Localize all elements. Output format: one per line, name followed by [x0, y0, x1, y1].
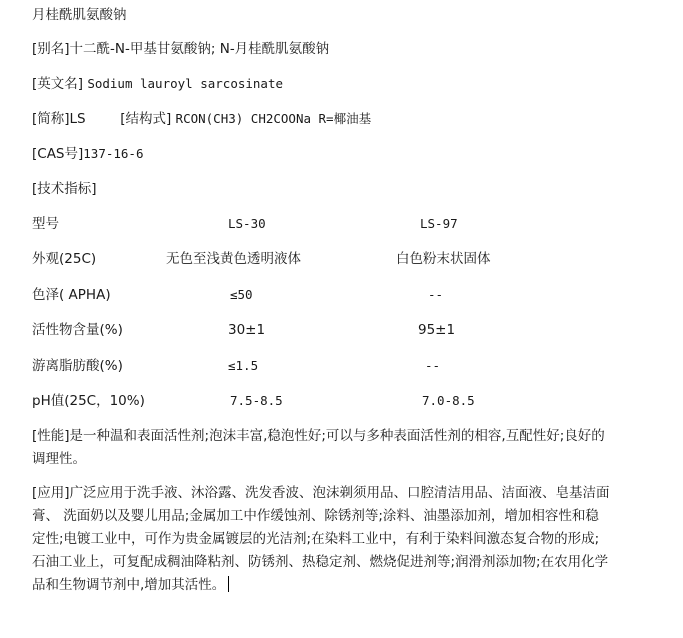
table-header-ls97: LS-97 — [420, 216, 458, 231]
page-title: 月桂酰肌氨酸钠 — [32, 7, 127, 23]
english-name-label: [英文名] — [32, 76, 88, 92]
table-cell-ls97: 7.0-8.5 — [422, 393, 475, 408]
english-name-value: Sodium lauroyl sarcosinate — [87, 76, 283, 91]
table-row-label: pH值(25C，10%) — [32, 393, 145, 409]
formula-label: [结构式] — [120, 111, 176, 127]
table-cell-ls97: -- — [425, 358, 441, 373]
table-cell-ls97: 白色粉末状固体 — [396, 251, 491, 267]
table-cell-ls30: 30±1 — [228, 322, 266, 338]
performance-paragraph: [性能]是一种温和表面活性剂;泡沫丰富,稳泡性好;可以与多种表面活性剂的相容,互配性好;良好的调理性。 — [32, 428, 605, 467]
abbr-label: [简称]LS — [32, 111, 86, 127]
table-header-ls30: LS-30 — [228, 216, 266, 231]
table-cell-ls30: 无色至浅黄色透明液体 — [166, 251, 301, 267]
spec-heading: [技术指标] — [32, 181, 97, 197]
table-row-label: 色泽( APHA) — [32, 287, 111, 303]
application-text: [应用]广泛应用于洗手液、沐浴露、洗发香波、泡沫剃须用品、口腔清洁用品、洁面液、皂基洁面膏、 洗面奶以及婴儿用品;金属加工中作缓蚀剂、除锈剂等;涂料、油墨添加剂，增加相容性和稳定性;电镀工业中，可作为贵金属镀层的光洁剂;在染料工业中，有利于染料间激态复合物的形成;石油工业上，可复配成稠油降粘剂、防锈剂、热稳定剂、燃烧促进剂等;润滑剂添加物;在农用化学品和生物调节剂中,增加其活性。 — [32, 485, 610, 593]
cas-line — [32, 145, 143, 163]
cas-value: 137-16-6 — [83, 146, 144, 161]
table-cell-ls30: ≤1.5 — [228, 358, 259, 373]
application-paragraph — [32, 482, 612, 597]
formula-value: RCON(CH3) CH2COONa R=椰油基 — [175, 111, 372, 126]
table-cell-ls97: 95±1 — [418, 322, 456, 338]
table-row-label: 外观(25C) — [32, 251, 97, 267]
alias-line: [别名]十二酰-N-甲基甘氨酸钠; N-月桂酰肌氨酸钠 — [32, 41, 330, 57]
english-name-line — [32, 75, 283, 93]
table-cell-ls97: -- — [428, 287, 444, 302]
table-cell-ls30: ≤50 — [230, 287, 253, 302]
cas-label: [CAS号] — [32, 146, 84, 162]
abbr-formula-line — [32, 110, 371, 128]
table-row-label: 游离脂肪酸(%) — [32, 358, 123, 374]
table-header-label: 型号 — [32, 216, 59, 232]
table-row-label: 活性物含量(%) — [32, 322, 123, 338]
table-cell-ls30: 7.5-8.5 — [230, 393, 283, 408]
text-cursor — [228, 576, 229, 592]
